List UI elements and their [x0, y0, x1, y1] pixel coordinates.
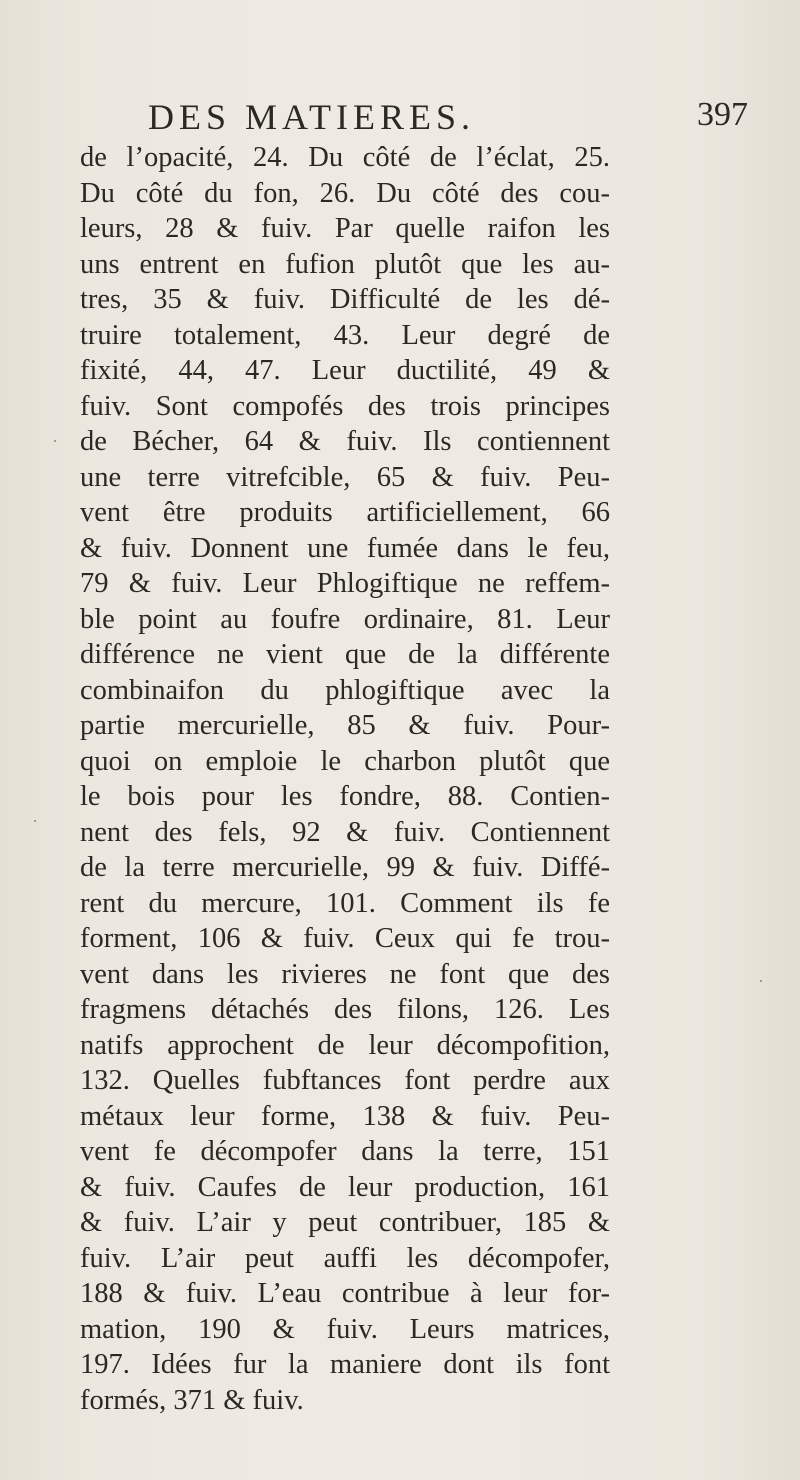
text-line: Du côté du fon, 26. Du côté des cou-: [80, 177, 610, 209]
text-line: de la terre mercurielle, 99 & fuiv. Diffé-: [80, 852, 610, 883]
paper-speck: [760, 980, 762, 982]
page-number: 397: [697, 96, 748, 133]
paper-speck: [34, 820, 36, 822]
text-line: natifs approchent de leur décompofition,: [80, 1029, 610, 1061]
text-line: nent des fels, 92 & fuiv. Contiennent: [80, 816, 610, 848]
index-entry-text: [80, 140, 610, 1418]
page-header: [148, 96, 748, 140]
text-line: fragmens détachés des filons, 126. Les: [80, 994, 610, 1025]
text-line: différence ne vient que de la différente: [80, 639, 610, 670]
text-line: rent du mercure, 101. Comment ils fe: [80, 887, 610, 919]
text-line: partie mercurielle, 85 & fuiv. Pour-: [80, 710, 610, 741]
text-line: mation, 190 & fuiv. Leurs matrices,: [80, 1313, 610, 1345]
text-line: formés, 371 & fuiv.: [80, 1384, 304, 1416]
text-line: quoi on emploie le charbon plutôt que: [80, 745, 610, 777]
running-title: DES MATIERES.: [148, 97, 476, 137]
text-line: 197. Idées fur la maniere dont ils font: [80, 1349, 610, 1380]
text-line: fixité, 44, 47. Leur ductilité, 49 &: [80, 355, 610, 386]
text-line: & fuiv. Donnent une fumée dans le feu,: [80, 532, 610, 564]
text-line: uns entrent en fufion plutôt que les au-: [80, 248, 610, 280]
text-line: vent être produits artificiellement, 66: [80, 497, 610, 528]
text-line: ble point au foufre ordinaire, 81. Leur: [80, 603, 610, 635]
text-line: truire totalement, 43. Leur degré de: [80, 319, 610, 351]
text-line: une terre vitrefcible, 65 & fuiv. Peu-: [80, 461, 610, 493]
text-line: métaux leur forme, 138 & fuiv. Peu-: [80, 1100, 610, 1132]
text-line: fuiv. Sont compofés des trois principes: [80, 390, 610, 422]
text-line: le bois pour les fondre, 88. Contien-: [80, 781, 610, 812]
text-line: 79 & fuiv. Leur Phlogiftique ne reffem-: [80, 568, 610, 599]
text-line: de Bécher, 64 & fuiv. Ils contiennent: [80, 426, 610, 457]
text-line: combinaifon du phlogiftique avec la: [80, 674, 610, 706]
text-line: vent fe décompofer dans la terre, 151: [80, 1136, 610, 1167]
text-line: de l’opacité, 24. Du côté de l’éclat, 25.: [80, 142, 610, 173]
text-line: & fuiv. L’air y peut contribuer, 185 &: [80, 1207, 610, 1238]
paper-speck: [54, 440, 56, 442]
text-line: vent dans les rivieres ne font que des: [80, 958, 610, 990]
text-line: & fuiv. Caufes de leur production, 161: [80, 1171, 610, 1203]
text-line: 188 & fuiv. L’eau contribue à leur for-: [80, 1278, 610, 1309]
text-line: 132. Quelles fubftances font perdre aux: [80, 1065, 610, 1096]
text-line: forment, 106 & fuiv. Ceux qui fe trou-: [80, 923, 610, 954]
text-line: fuiv. L’air peut auffi les décompofer,: [80, 1242, 610, 1274]
text-line: tres, 35 & fuiv. Difficulté de les dé-: [80, 284, 610, 315]
text-line: leurs, 28 & fuiv. Par quelle raifon les: [80, 213, 610, 244]
